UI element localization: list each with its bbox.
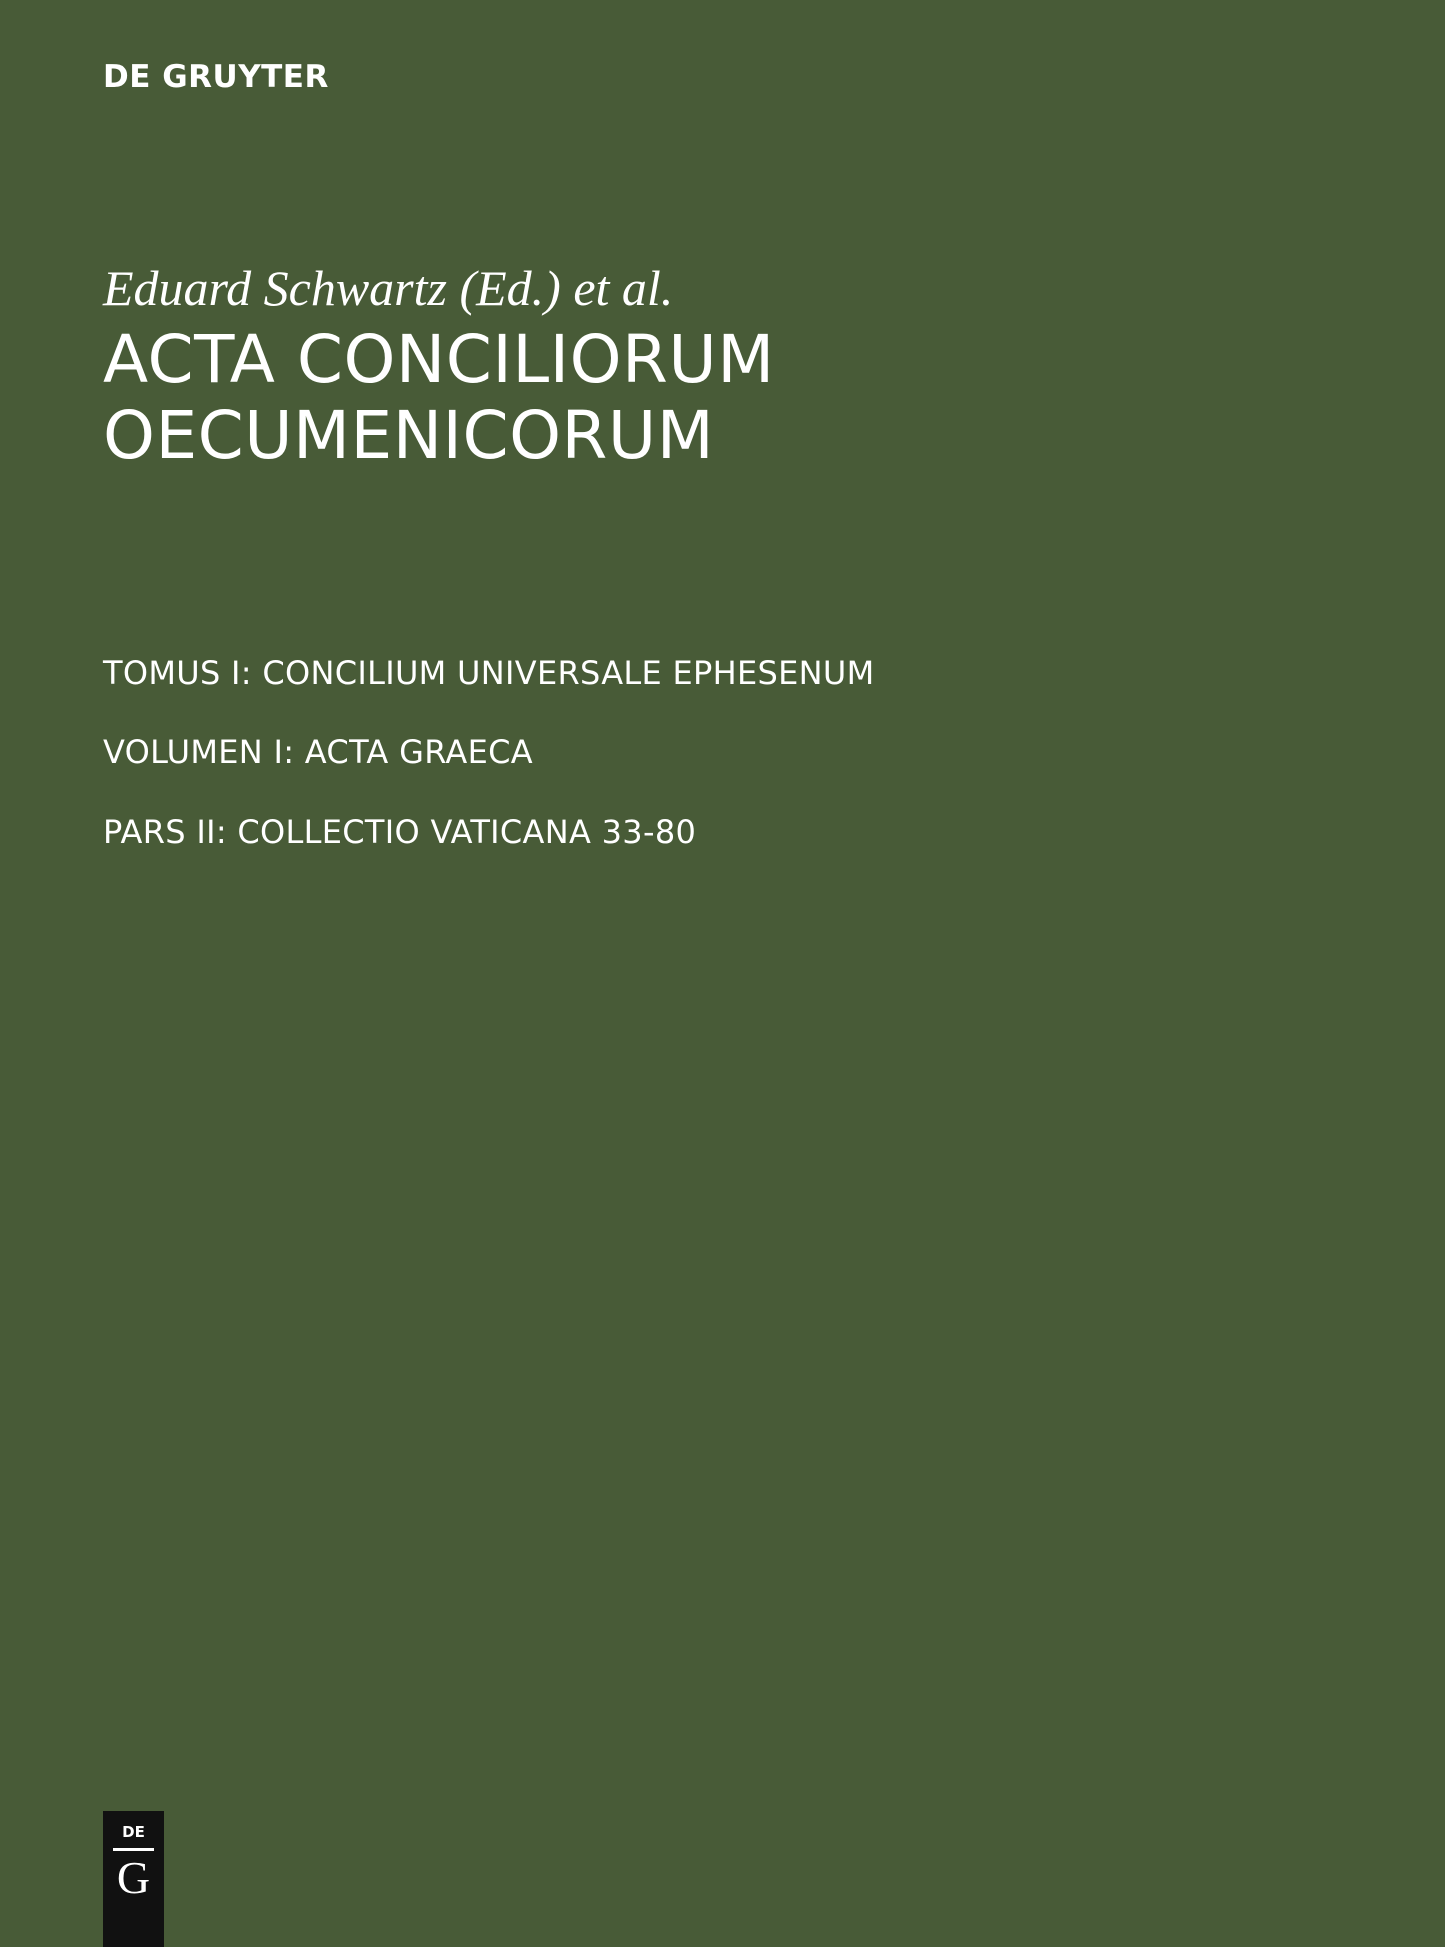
editor-credit: Eduard Schwartz (Ed.) et al. bbox=[103, 260, 674, 316]
logo-divider bbox=[113, 1848, 154, 1851]
de-gruyter-logo bbox=[103, 1811, 164, 1947]
book-title-line-1: ACTA CONCILIORUM bbox=[103, 321, 775, 398]
volumen-subtitle: VOLUMEN I: ACTA GRAECA bbox=[103, 733, 533, 771]
tomus-subtitle: TOMUS I: CONCILIUM UNIVERSALE EPHESENUM bbox=[103, 654, 875, 692]
pars-subtitle: PARS II: COLLECTIO VATICANA 33-80 bbox=[103, 813, 697, 851]
logo-top-text: DE bbox=[122, 1823, 145, 1841]
publisher-name: DE GRUYTER bbox=[103, 59, 329, 95]
logo-bottom-text: G bbox=[116, 1852, 151, 1903]
book-title bbox=[103, 322, 775, 474]
book-title-line-2: OECUMENICORUM bbox=[103, 397, 715, 474]
